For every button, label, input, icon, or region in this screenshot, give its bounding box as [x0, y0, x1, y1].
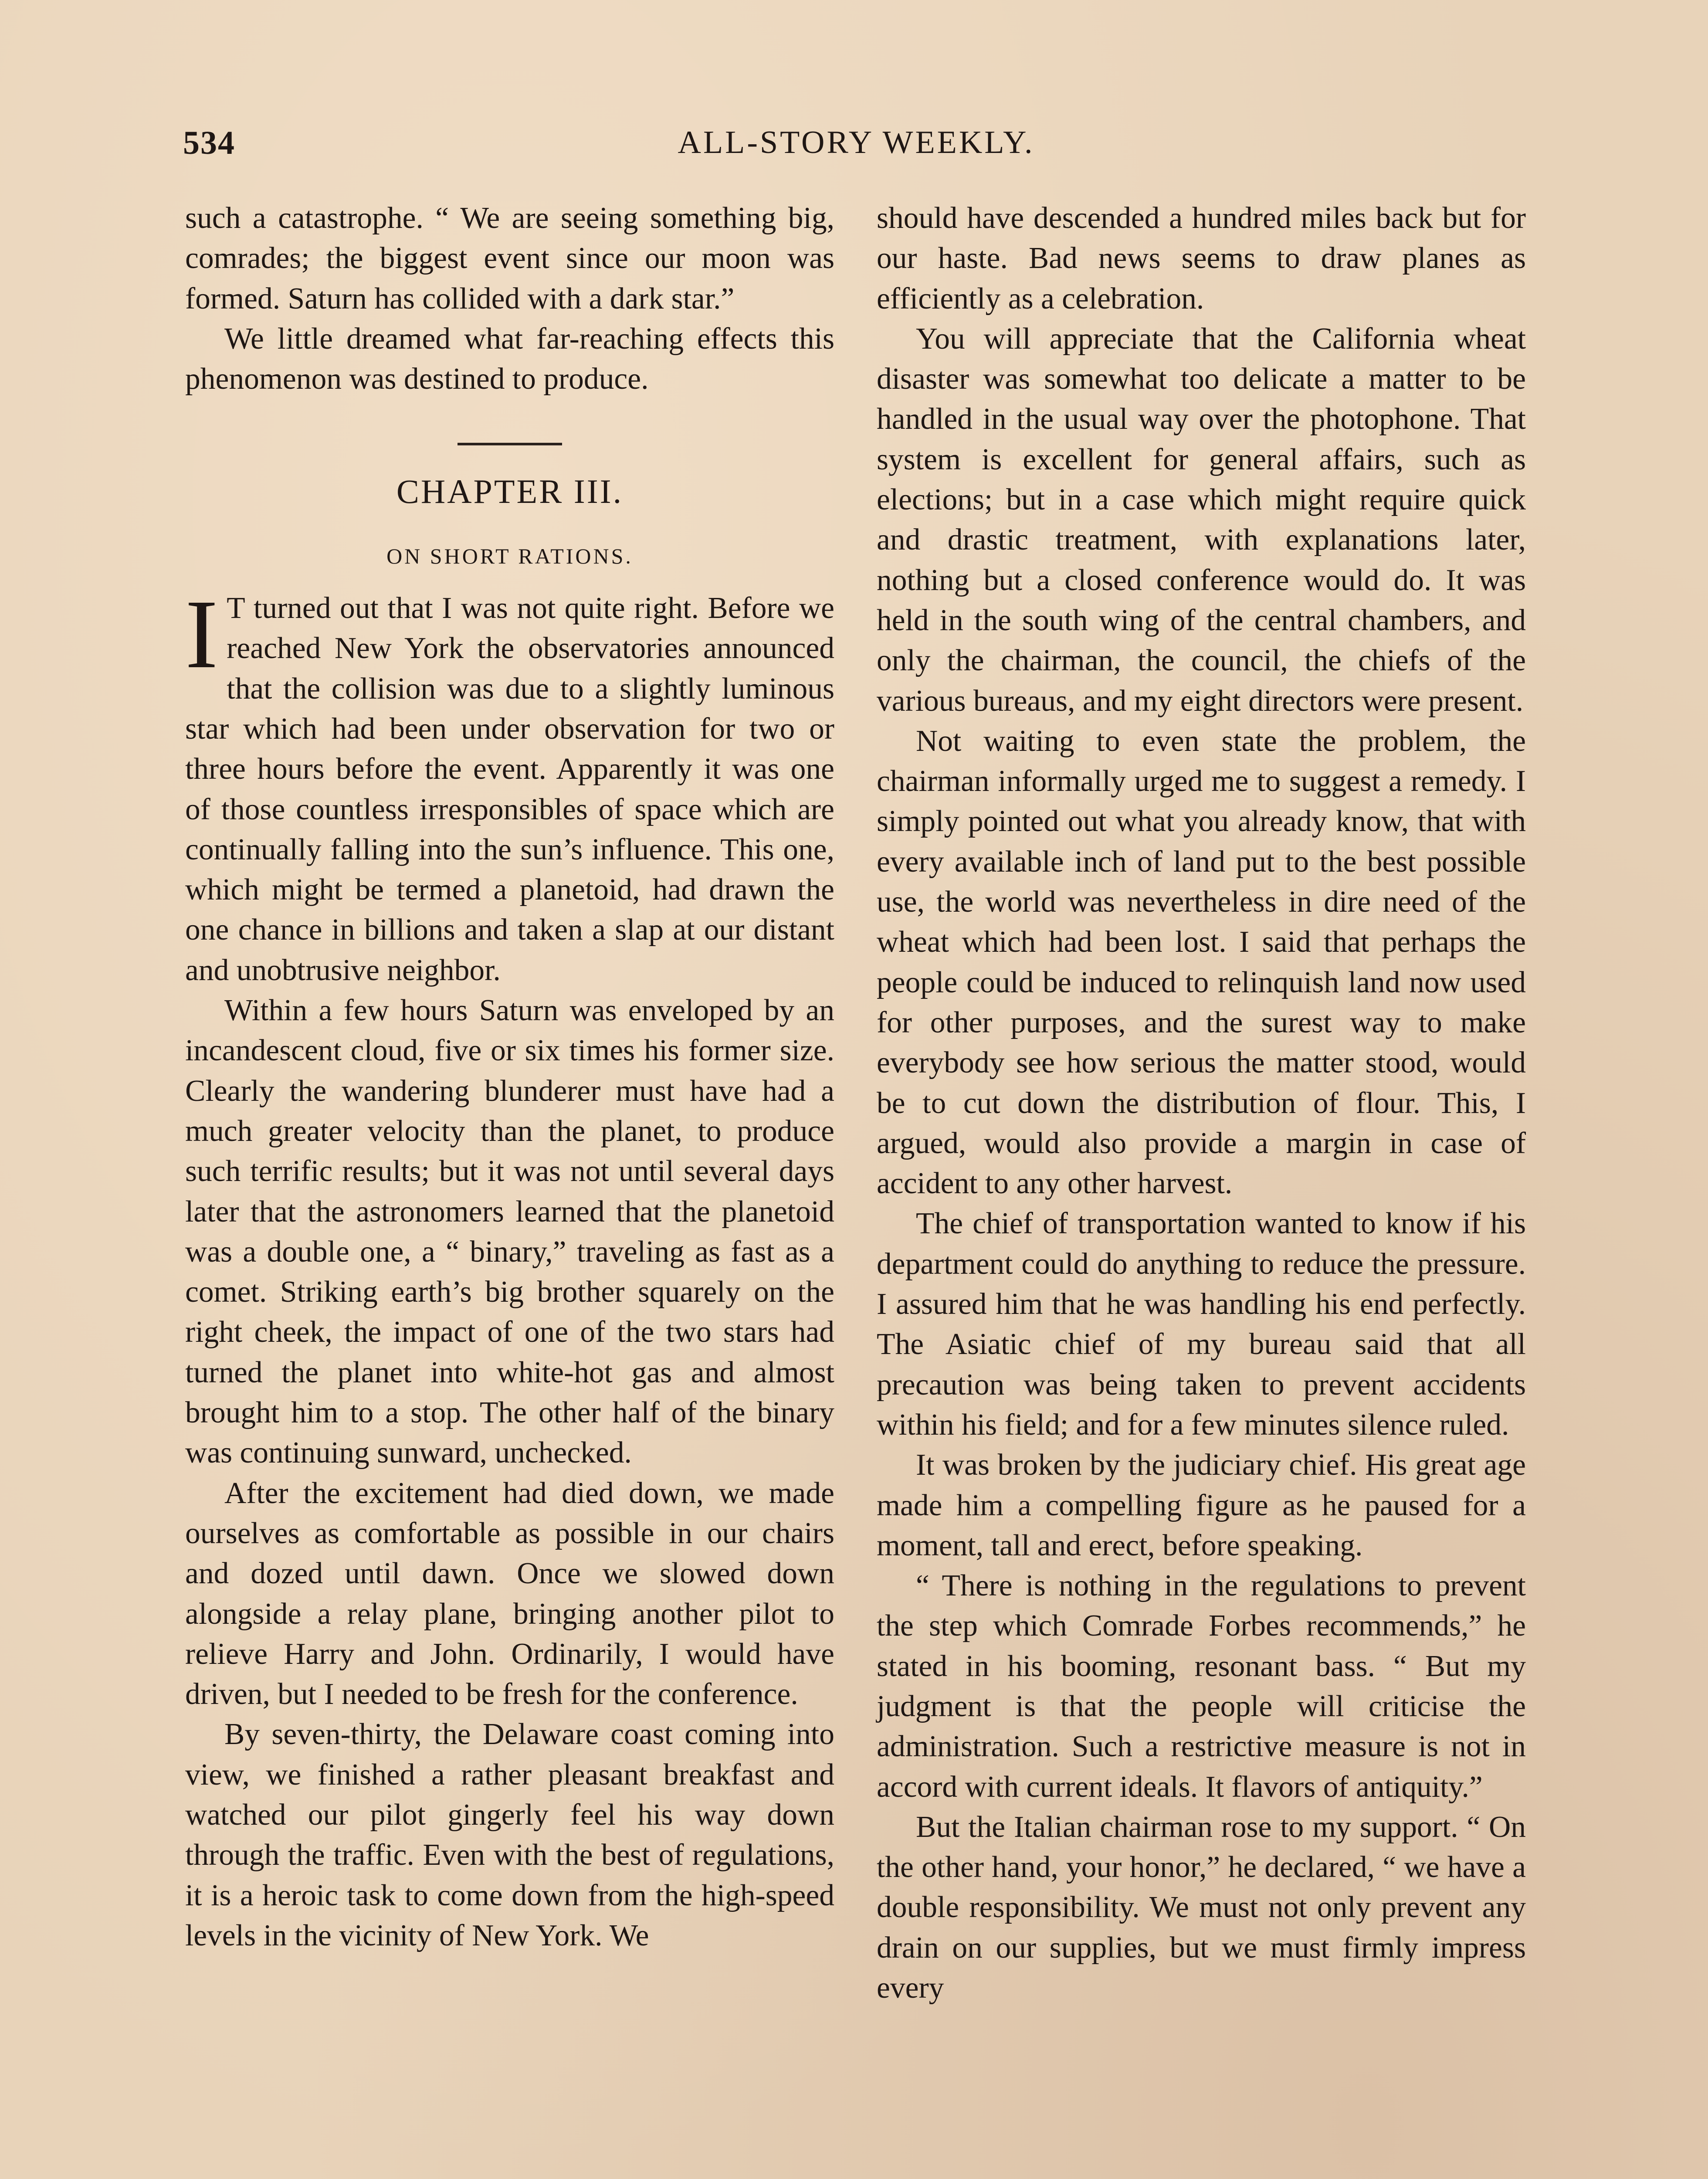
- paragraph: It was broken by the judiciary chief. His great age made him a compelling figure as he paused for a moment, tall and erect, before speaking.: [877, 1448, 1526, 1562]
- paragraph: such a catastrophe. “ We are seeing something big, comrades; the biggest event since our moon was formed. Saturn has collided with a dark star.”: [185, 201, 834, 316]
- paragraph: Not waiting to even state the problem, the chairman informally urged me to suggest a remedy. I simply pointed out what you already know, that with every available inch of land put to the best possible use, the world was nevertheless in dire need of the wheat which had been lost. I said that perhaps the people could be induced to relinquish land now used for other purposes, and the surest way to make everybody see how serious the matter stood, would be to cut down the distribution of flour. This, I argued, would also provide a margin in case of accident to any other harvest.: [877, 724, 1526, 1201]
- paragraph: You will appreciate that the California wheat disaster was somewhat too delicate a matter to be handled in the usual way over the photophone. That system is excellent for general affairs, such as elections; but in a case which might require quick and drastic treatment, with explanations later, nothing but a closed conference would do. It was held in the south wing of the central chambers, and only the chairman, the council, the chiefs of the various bureaus, and my eight directors were present.: [877, 322, 1526, 718]
- paragraph-text: T turned out that I was not quite right. Before we reached New York the observatories announced that the collision was due to a slightly luminous star which had been under observation for two or three hours before the event. Apparently it was one of those countless irresponsibles of space which are continually falling into the sun’s influence. This one, which might be termed a planetoid, had drawn the one chance in billions and taken a slap at our distant and unobtrusive neighbor.: [185, 591, 834, 987]
- running-title: ALL-STORY WEEKLY.: [678, 125, 1035, 160]
- chapter-title: CHAPTER III.: [396, 472, 624, 511]
- paragraph: By seven-thirty, the Delaware coast coming into view, we finished a rather pleasant breakfast and watched our pilot gingerly feel his way down through the traffic. Even with the best of regulations, it is a heroic task to come down from the high-speed levels in the vicinity of New York. We: [185, 1717, 834, 1952]
- paragraph: We little dreamed what far-reaching effects this phenomenon was destined to produce.: [185, 322, 834, 396]
- chapter-subtitle: ON SHORT RATIONS.: [386, 543, 633, 568]
- page-number: 534: [183, 125, 235, 161]
- chapter-opening-paragraph: [185, 580, 834, 991]
- paragraph: should have descended a hundred miles back but for our haste. Bad news seems to draw planes as efficiently as a celebration.: [877, 201, 1526, 316]
- section-divider: [458, 443, 562, 445]
- left-column: [185, 198, 834, 1956]
- drop-cap: I: [185, 580, 218, 689]
- paragraph: But the Italian chairman rose to my support. “ On the other hand, your honor,” he declared, “ we have a double responsibility. We must not only prevent any drain on our supplies, but we must firmly impress every: [877, 1810, 1526, 2005]
- paragraph: “ There is nothing in the regulations to prevent the step which Comrade Forbes recommends,” he stated in his booming, resonant bass. “ But my judgment is that the people will criticise the administration. Such a restrictive measure is not in accord with current ideals. It flavors of antiquity.”: [877, 1569, 1526, 1804]
- paragraph: After the excitement had died down, we made ourselves as comfortable as possible in our chairs and dozed until dawn. Once we slowed down alongside a relay plane, bringing another pilot to relieve Harry and John. Ordinarily, I would have driven, but I needed to be fresh for the conference.: [185, 1476, 834, 1711]
- page-header: [183, 124, 1529, 172]
- paragraph: Within a few hours Saturn was enveloped by an incandescent cloud, five or six times his former size. Clearly the wandering blunderer must have had a much greater velocity than the planet, to produce such terrific results; but it was not until several days later that the astronomers learned that the planetoid was a double one, a “ binary,” traveling as fast as a comet. Striking earth’s big brother squarely on the right cheek, the impact of one of the two stars had turned the planet into white-hot gas and almost brought him to a stop. The other half of the binary was continuing sunward, unchecked.: [185, 994, 834, 1470]
- paragraph: The chief of transportation wanted to know if his department could do anything to reduce the pressure. I assured him that he was handling his end perfectly. The Asiatic chief of my bureau said that all precaution was being taken to prevent accidents within his field; and for a few minutes silence ruled.: [877, 1207, 1526, 1442]
- right-column: [877, 198, 1526, 2008]
